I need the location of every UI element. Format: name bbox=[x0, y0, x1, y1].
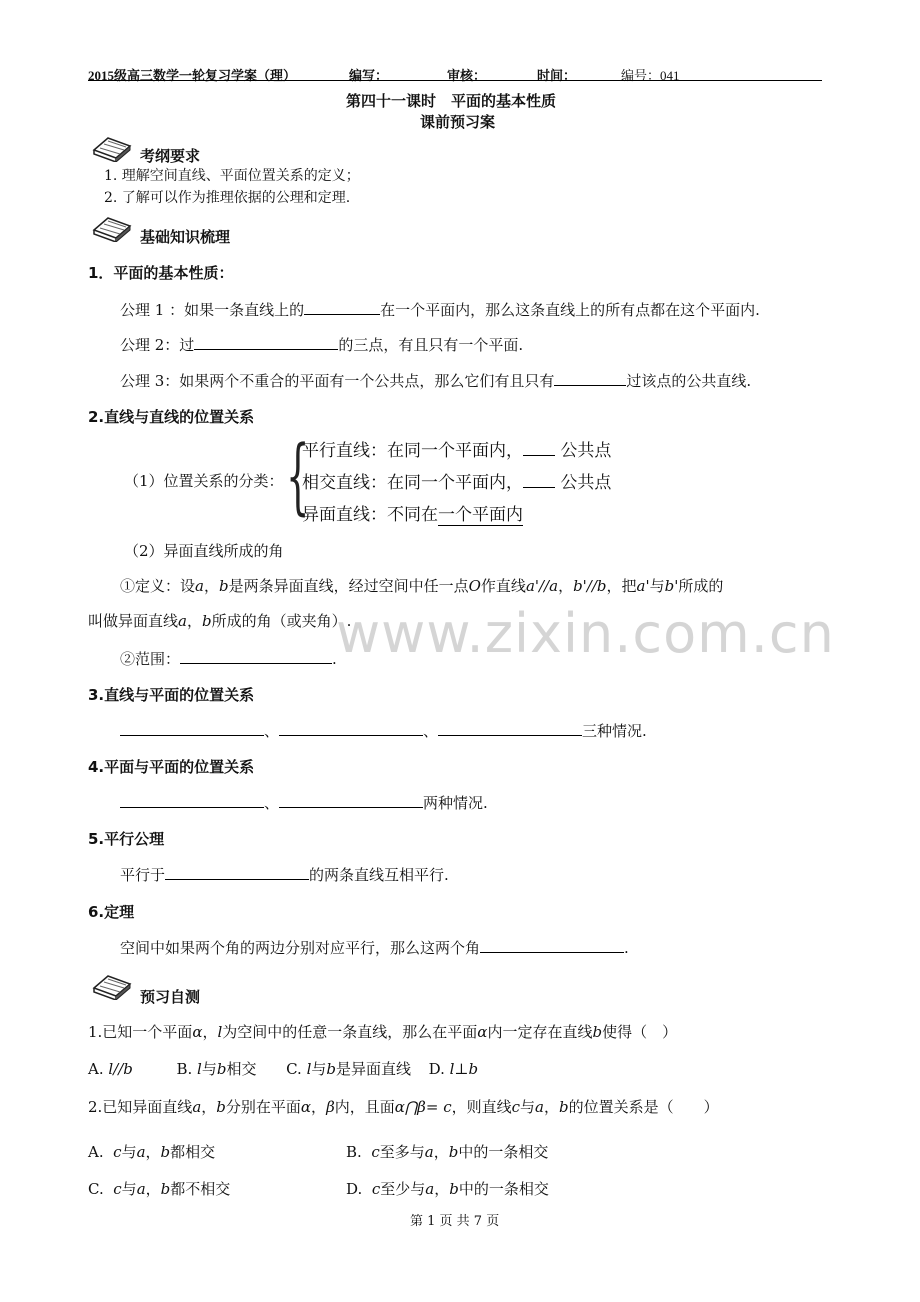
q1-option-c-text: 与 bbox=[311, 1060, 327, 1078]
q1-text-a: 1.已知一个平面 bbox=[88, 1023, 193, 1041]
var-beta: β bbox=[326, 1098, 335, 1116]
sep: 、 bbox=[264, 794, 280, 812]
def-text-6: 所成的 bbox=[678, 577, 724, 595]
skew-underlined: 一个平面内 bbox=[438, 505, 523, 525]
skew-lines bbox=[302, 500, 523, 525]
var-c: c bbox=[371, 1180, 381, 1198]
axiom-2-text-b: 的三点，有且只有一个平面. bbox=[338, 336, 524, 354]
def-comma-2: ， bbox=[558, 577, 574, 595]
header-rule bbox=[88, 80, 822, 81]
header-reviewer: 审核： bbox=[447, 68, 487, 83]
var-a: a bbox=[136, 1180, 146, 1198]
q2-option-b-label: B. bbox=[346, 1143, 362, 1161]
book-icon bbox=[90, 212, 134, 242]
var-b: b bbox=[449, 1180, 459, 1198]
parallel-blank[interactable] bbox=[523, 441, 555, 456]
q1-option-b-text: 与 bbox=[201, 1060, 217, 1078]
var-c: c bbox=[113, 1143, 122, 1161]
def-text-4: ，把 bbox=[606, 577, 637, 595]
range-period: . bbox=[332, 650, 337, 668]
axiom-1-blank[interactable] bbox=[304, 300, 380, 315]
var-b: b bbox=[201, 612, 212, 630]
var-b: b bbox=[326, 1060, 336, 1078]
q2-option-c-tail: 都不相交 bbox=[170, 1180, 231, 1198]
q2-option-b-tail: 中的一条相交 bbox=[458, 1143, 549, 1161]
var-c: c bbox=[511, 1098, 521, 1116]
q2-comma: ， bbox=[311, 1098, 327, 1116]
plane-plane-relations bbox=[120, 792, 488, 813]
expr-a-prime-parallel: a'//a bbox=[525, 577, 559, 595]
q1-option-a-math: l//b bbox=[108, 1060, 133, 1078]
skew-text: 异面直线：不同在 bbox=[302, 505, 438, 525]
var-c: c bbox=[371, 1143, 380, 1161]
q2-text-a: 2.已知异面直线 bbox=[88, 1098, 193, 1116]
q2-text-b: 分别在平面 bbox=[225, 1098, 301, 1116]
brace: { bbox=[286, 429, 310, 524]
var-b: b bbox=[592, 1023, 603, 1041]
section-6-heading: 6.定理 bbox=[88, 903, 135, 921]
var-b: b bbox=[160, 1143, 171, 1161]
var-c: c bbox=[113, 1180, 122, 1198]
angle-definition-line-1 bbox=[120, 575, 723, 596]
var-a-prime: a' bbox=[636, 577, 650, 595]
book-icon bbox=[90, 970, 134, 1000]
comma: ， bbox=[145, 1143, 161, 1161]
var-alpha: α bbox=[477, 1023, 488, 1041]
theorem-blank[interactable] bbox=[480, 938, 624, 953]
axiom-2-blank[interactable] bbox=[194, 335, 338, 350]
axiom-3-text-b: 过该点的公共直线. bbox=[626, 372, 752, 390]
var-alpha: α bbox=[300, 1098, 312, 1116]
header-editor: 编写： bbox=[349, 68, 389, 83]
q2-option-b[interactable] bbox=[346, 1141, 548, 1162]
axiom-1-text-b: 在一个平面内，那么这条直线上的所有点都在这个平面内. bbox=[380, 301, 760, 319]
q2-option-a-label: A. bbox=[88, 1143, 104, 1161]
q2-option-d[interactable] bbox=[346, 1178, 549, 1199]
outline-item-2: 2. 了解可以作为推理依据的公理和定理. bbox=[104, 190, 351, 206]
q2-option-a-text: 与 bbox=[121, 1143, 137, 1161]
var-alpha: α bbox=[192, 1023, 203, 1041]
watermark: www.zixin.com.cn bbox=[336, 602, 835, 665]
knowledge-heading: 基础知识梳理 bbox=[140, 228, 231, 246]
q1-option-b-label[interactable]: B. bbox=[176, 1060, 193, 1078]
line-plane-blank-2[interactable] bbox=[279, 721, 423, 736]
q1-option-c-tail: 是异面直线 bbox=[336, 1060, 412, 1078]
q1-option-a-label[interactable]: A. bbox=[88, 1060, 104, 1078]
line-plane-blank-3[interactable] bbox=[438, 721, 582, 736]
def-text-2: 是两条异面直线，经过空间中任一点 bbox=[228, 577, 469, 595]
intersect-text: 相交直线：在同一个平面内， bbox=[302, 473, 523, 493]
q2-option-a[interactable] bbox=[88, 1141, 215, 1162]
q2-option-c-text: 与 bbox=[121, 1180, 137, 1198]
section-5-heading: 5.平行公理 bbox=[88, 830, 165, 848]
section-3-heading: 3.直线与平面的位置关系 bbox=[88, 686, 255, 704]
q1-text-c: 为空间中的任意一条直线，那么在平面 bbox=[222, 1023, 478, 1041]
comma: ， bbox=[433, 1143, 449, 1161]
axiom-1 bbox=[120, 299, 760, 320]
parallel-axiom-text-b: 的两条直线互相平行. bbox=[309, 866, 449, 884]
var-l: l bbox=[217, 1023, 223, 1041]
var-b: b bbox=[160, 1180, 171, 1198]
q2-option-a-tail: 都相交 bbox=[170, 1143, 216, 1161]
var-O: O bbox=[468, 577, 481, 595]
var-a: a bbox=[425, 1180, 435, 1198]
page-subtitle: 课前预习案 bbox=[420, 113, 496, 131]
parallel-text: 平行直线：在同一个平面内， bbox=[302, 441, 523, 461]
q2-option-d-text: 至少与 bbox=[380, 1180, 426, 1198]
plane-plane-blank-2[interactable] bbox=[279, 793, 423, 808]
page-title: 第四十一课时 平面的基本性质 bbox=[346, 92, 557, 110]
angle-heading: （2）异面直线所成的角 bbox=[124, 542, 284, 560]
var-b-prime: b' bbox=[664, 577, 679, 595]
q2-comma: ， bbox=[201, 1098, 217, 1116]
q1-text-d: 内一定存在直线 bbox=[487, 1023, 593, 1041]
line-plane-relations bbox=[120, 720, 647, 741]
axiom-2 bbox=[120, 334, 523, 355]
question-1-options bbox=[88, 1058, 478, 1079]
var-b: b bbox=[216, 1098, 226, 1116]
q2-intersection: α⋂β= c bbox=[394, 1098, 452, 1116]
var-a: a bbox=[424, 1143, 434, 1161]
var-a: a bbox=[535, 1098, 544, 1116]
question-1-stem bbox=[88, 1021, 677, 1042]
theorem-text: 空间中如果两个角的两边分别对应平行，那么这两个角 bbox=[120, 939, 481, 957]
range-blank[interactable] bbox=[180, 649, 332, 664]
intersecting-lines bbox=[302, 468, 611, 493]
axiom-2-text-a: 公理 2：过 bbox=[120, 336, 195, 354]
def-line2-tail: 所成的角（或夹角）. bbox=[211, 612, 352, 630]
range-label: ②范围： bbox=[120, 650, 181, 668]
selftest-heading: 预习自测 bbox=[140, 988, 201, 1006]
line-plane-blank-1[interactable] bbox=[120, 721, 264, 736]
comma: ， bbox=[145, 1180, 161, 1198]
outline-item-1: 1. 理解空间直线、平面位置关系的定义； bbox=[104, 168, 360, 184]
comma: ， bbox=[434, 1180, 450, 1198]
angle-definition-line-2 bbox=[88, 610, 351, 631]
def-text-5: 与 bbox=[649, 577, 665, 595]
parallel-tail: 公共点 bbox=[560, 441, 612, 461]
var-l: l bbox=[197, 1060, 202, 1078]
plane-plane-tail: 两种情况. bbox=[423, 794, 488, 812]
def-line2-text: 叫做异面直线 bbox=[88, 612, 179, 630]
q2-option-d-label: D. bbox=[346, 1180, 363, 1198]
plane-plane-blank-1[interactable] bbox=[120, 793, 264, 808]
q2-option-d-tail: 中的一条相交 bbox=[458, 1180, 549, 1198]
q1-option-d-label[interactable]: D. bbox=[428, 1060, 445, 1078]
var-a: a bbox=[136, 1143, 146, 1161]
q2-option-c-label: C. bbox=[88, 1180, 104, 1198]
def-comma-1: ， bbox=[203, 577, 219, 595]
q1-option-c-label[interactable]: C. bbox=[286, 1060, 302, 1078]
q2-comma: ， bbox=[543, 1098, 559, 1116]
expr-b-prime-parallel: b'//b bbox=[573, 577, 607, 595]
classify-label: （1）位置关系的分类： bbox=[124, 472, 284, 490]
intersect-blank[interactable] bbox=[523, 473, 555, 488]
var-b: b bbox=[216, 1060, 227, 1078]
q2-text-e: 与 bbox=[520, 1098, 536, 1116]
intersect-tail: 公共点 bbox=[560, 473, 612, 493]
parallel-axiom-blank[interactable] bbox=[165, 865, 309, 880]
question-2-stem bbox=[88, 1096, 719, 1117]
outline-heading: 考纲要求 bbox=[140, 147, 201, 165]
axiom-3-text-a: 公理 3：如果两个不重合的平面有一个公共点，那么它们有且只有 bbox=[120, 372, 555, 390]
q2-text-f: 的位置关系是（ ） bbox=[568, 1098, 719, 1116]
section-2-heading: 2.直线与直线的位置关系 bbox=[88, 408, 255, 426]
var-a: a bbox=[178, 612, 187, 630]
axiom-3 bbox=[120, 370, 751, 391]
q2-option-b-text: 至多与 bbox=[379, 1143, 425, 1161]
axiom-3-blank[interactable] bbox=[554, 371, 626, 386]
axiom-1-text-a: 公理 1 ：如果一条直线上的 bbox=[120, 301, 305, 319]
line-plane-tail: 三种情况. bbox=[582, 722, 647, 740]
sep: 、 bbox=[264, 722, 280, 740]
q1-text-e: 使得（ ） bbox=[602, 1023, 678, 1041]
var-b: b bbox=[559, 1098, 569, 1116]
sep: 、 bbox=[423, 722, 439, 740]
parallel-axiom bbox=[120, 864, 449, 885]
q2-text-d: ，则直线 bbox=[451, 1098, 512, 1116]
q1-comma: ， bbox=[202, 1023, 218, 1041]
parallel-axiom-text-a: 平行于 bbox=[120, 866, 166, 884]
header-course: 2015级高三数学一轮复习学案（理） bbox=[88, 68, 297, 83]
theorem bbox=[120, 937, 629, 958]
var-a: a bbox=[195, 577, 204, 595]
def-text-1: ①定义：设 bbox=[120, 577, 196, 595]
page-footer: 第 1 页 共 7 页 bbox=[410, 1214, 500, 1229]
var-a: a bbox=[192, 1098, 202, 1116]
book-icon bbox=[90, 132, 134, 162]
parallel-lines bbox=[302, 436, 611, 461]
header-number: 编号：041 bbox=[621, 68, 680, 83]
q2-option-c[interactable] bbox=[88, 1178, 230, 1199]
section-1-heading: 1．平面的基本性质： bbox=[88, 264, 234, 282]
def-line2-comma: ， bbox=[186, 612, 202, 630]
angle-range bbox=[120, 648, 337, 669]
var-b: b bbox=[218, 577, 229, 595]
var-b: b bbox=[448, 1143, 459, 1161]
q2-text-c: 内，且面 bbox=[334, 1098, 395, 1116]
theorem-period: . bbox=[624, 939, 629, 957]
var-l: l bbox=[306, 1060, 312, 1078]
header-time: 时间： bbox=[537, 68, 577, 83]
q1-option-b-tail: 相交 bbox=[226, 1060, 257, 1078]
section-4-heading: 4.平面与平面的位置关系 bbox=[88, 758, 255, 776]
def-text-3: 作直线 bbox=[480, 577, 526, 595]
q1-option-d-math: l⊥b bbox=[449, 1060, 479, 1078]
